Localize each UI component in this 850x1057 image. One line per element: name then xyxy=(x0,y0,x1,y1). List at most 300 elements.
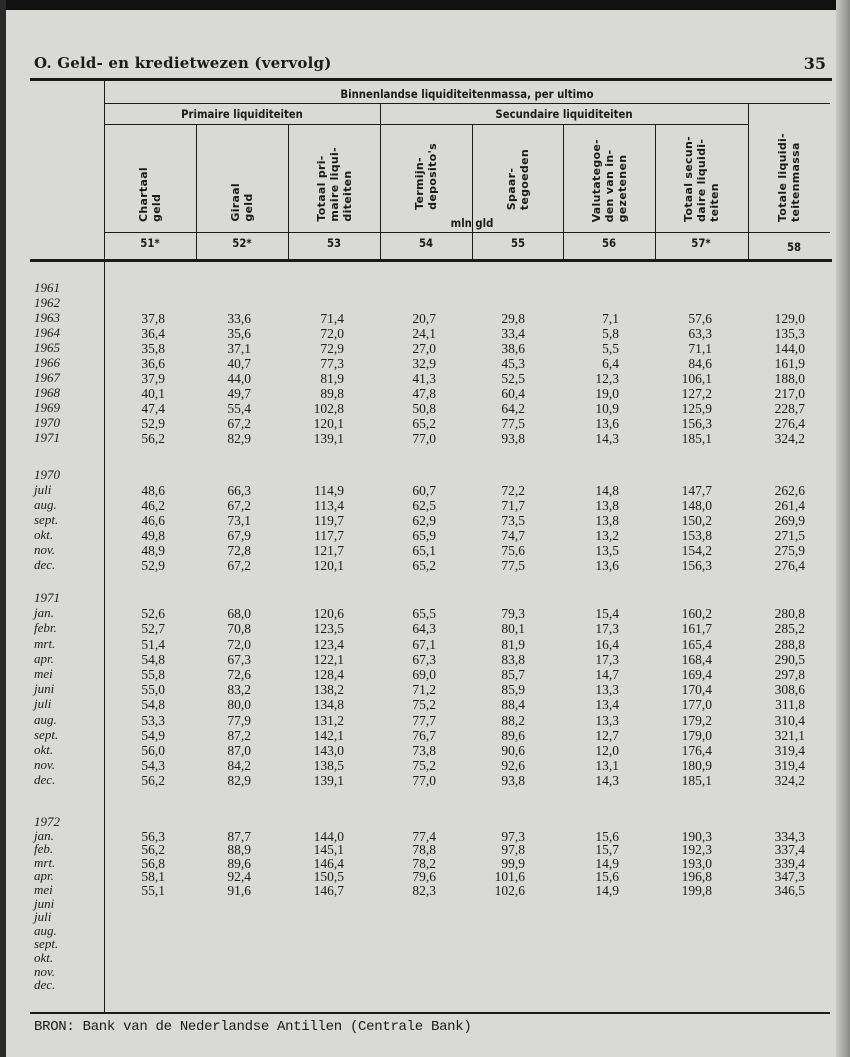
table-cell: 35,6 xyxy=(227,326,251,341)
column-number: 55 xyxy=(510,236,526,250)
table-cell: 120,1 xyxy=(313,416,344,431)
column-number: 51* xyxy=(140,236,160,250)
table-cell: 190,3 xyxy=(681,828,712,844)
table-cell: 123,5 xyxy=(313,621,344,637)
table-cell: 150,5 xyxy=(313,869,344,885)
table-cell: 148,0 xyxy=(681,498,712,513)
row-label: jan. xyxy=(34,605,54,621)
rule-under-super-header xyxy=(104,103,830,104)
column-header xyxy=(104,126,196,222)
table-cell: 156,3 xyxy=(681,416,712,431)
table-cell: 27,0 xyxy=(412,341,436,356)
table-cell: 146,7 xyxy=(313,883,344,898)
table-cell: 13,6 xyxy=(595,558,619,573)
table-cell: 196,8 xyxy=(681,869,712,885)
column-header-line: den van in- xyxy=(602,149,616,222)
table-cell: 97,8 xyxy=(501,842,525,858)
column-header-line: tegoeden xyxy=(517,148,531,210)
table-cell: 170,4 xyxy=(681,682,712,698)
table-cell: 261,4 xyxy=(774,498,805,513)
table-cell: 45,3 xyxy=(501,356,525,371)
row-label: 1965 xyxy=(34,340,60,355)
table-cell: 114,9 xyxy=(314,483,344,498)
table-cell: 120,6 xyxy=(313,606,344,622)
table-cell: 70,8 xyxy=(227,621,251,637)
table-cell: 71,7 xyxy=(501,498,525,513)
row-label: juni xyxy=(34,681,55,697)
table-cell: 84,6 xyxy=(688,356,712,371)
table-cell: 54,9 xyxy=(141,727,165,743)
table-cell: 74,7 xyxy=(501,528,525,543)
table-cell: 7,1 xyxy=(602,311,619,326)
table-cell: 89,6 xyxy=(501,727,525,743)
table-cell: 67,3 xyxy=(227,651,251,667)
table-cell: 168,4 xyxy=(681,651,712,667)
table-cell: 12,0 xyxy=(595,743,619,758)
table-cell: 311,8 xyxy=(775,697,805,713)
table-cell: 72,6 xyxy=(227,667,251,682)
row-label: 1966 xyxy=(34,355,60,370)
table-cell: 12,3 xyxy=(595,371,619,386)
table-cell: 119,7 xyxy=(314,513,344,528)
table-cell: 165,4 xyxy=(681,636,712,652)
table-cell: 56,2 xyxy=(141,773,165,789)
table-cell: 93,8 xyxy=(501,431,525,446)
table-cell: 276,4 xyxy=(774,558,805,573)
column-header-line: geld xyxy=(150,193,163,222)
table-cell: 49,8 xyxy=(141,528,165,543)
table-cell: 88,4 xyxy=(501,697,525,713)
scan-right-edge xyxy=(836,0,850,1057)
column-header xyxy=(288,126,380,222)
table-cell: 347,3 xyxy=(774,869,805,885)
table-cell: 47,8 xyxy=(412,386,436,401)
table-cell: 92,6 xyxy=(501,758,525,774)
rule-under-groups xyxy=(104,124,748,125)
column-header-line: diteiten xyxy=(340,170,354,222)
section-heading: 1970 xyxy=(34,467,60,482)
table-cell: 46,6 xyxy=(141,513,165,528)
table-cell: 78,2 xyxy=(412,855,436,871)
row-label: mei xyxy=(34,666,53,681)
column-header-line: Totaal pri- xyxy=(314,155,328,222)
table-cell: 319,4 xyxy=(774,743,805,758)
table-cell: 82,3 xyxy=(412,883,436,898)
column-header xyxy=(563,126,655,222)
table-cell: 121,7 xyxy=(313,543,344,558)
row-label: dec. xyxy=(34,772,56,788)
table-cell: 297,8 xyxy=(774,667,805,682)
table-cell: 81,9 xyxy=(320,371,344,386)
table-cell: 52,6 xyxy=(141,606,165,622)
table-cell: 179,0 xyxy=(681,727,712,743)
row-label: mrt. xyxy=(34,635,56,651)
table-cell: 91,6 xyxy=(227,883,251,898)
row-label: sept. xyxy=(34,512,59,527)
table-cell: 65,1 xyxy=(412,543,436,558)
table-cell: 54,3 xyxy=(141,758,165,774)
table-cell: 15,7 xyxy=(595,842,619,858)
table-cell: 14,3 xyxy=(595,431,619,446)
column-number: 58 xyxy=(786,240,802,254)
table-cell: 88,2 xyxy=(501,712,525,728)
table-cell: 13,8 xyxy=(595,513,619,528)
table-cell: 48,6 xyxy=(141,483,165,498)
table-cell: 13,2 xyxy=(595,528,619,543)
table-cell: 46,2 xyxy=(141,498,165,513)
table-cell: 275,9 xyxy=(774,543,805,558)
table-cell: 54,8 xyxy=(141,697,165,713)
table-cell: 138,2 xyxy=(313,682,344,698)
row-label: aug. xyxy=(34,711,57,727)
table-cell: 37,8 xyxy=(141,311,165,326)
table-cell: 310,4 xyxy=(774,712,805,728)
table-cell: 80,0 xyxy=(227,697,251,713)
table-cell: 80,1 xyxy=(501,621,525,637)
table-cell: 113,4 xyxy=(314,498,344,513)
table-cell: 269,9 xyxy=(774,513,805,528)
table-cell: 193,0 xyxy=(681,855,712,871)
column-header-text xyxy=(315,147,354,222)
table-cell: 56,2 xyxy=(141,842,165,858)
table-cell: 271,5 xyxy=(774,528,805,543)
table-cell: 73,5 xyxy=(501,513,525,528)
column-header-line: gezetenen xyxy=(615,154,629,222)
row-label: 1964 xyxy=(34,325,60,340)
group-header-secondary: Secundaire liquiditeiten xyxy=(495,107,633,121)
table-cell: 63,3 xyxy=(688,326,712,341)
column-header xyxy=(380,126,472,210)
table-cell: 5,8 xyxy=(602,326,619,341)
row-label: okt. xyxy=(34,950,54,965)
table-cell: 75,6 xyxy=(501,543,525,558)
table-cell: 102,8 xyxy=(313,401,344,416)
table-cell: 77,0 xyxy=(412,773,436,789)
table-cell: 139,1 xyxy=(313,431,344,446)
table-cell: 65,5 xyxy=(412,606,436,622)
table-cell: 83,2 xyxy=(227,682,251,698)
table-cell: 228,7 xyxy=(774,401,805,416)
table-cell: 60,4 xyxy=(501,386,525,401)
table-cell: 153,8 xyxy=(681,528,712,543)
table-cell: 92,4 xyxy=(227,869,251,885)
table-cell: 143,0 xyxy=(313,743,344,758)
table-cell: 144,0 xyxy=(313,828,344,844)
table-cell: 97,3 xyxy=(501,828,525,844)
table-cell: 87,7 xyxy=(227,828,251,844)
table-cell: 290,5 xyxy=(774,651,805,667)
table-cell: 77,7 xyxy=(412,712,436,728)
table-cell: 324,2 xyxy=(774,773,805,789)
table-cell: 134,8 xyxy=(313,697,344,713)
table-cell: 77,9 xyxy=(227,712,251,728)
table-cell: 65,9 xyxy=(412,528,436,543)
table-cell: 77,5 xyxy=(501,558,525,573)
table-cell: 15,6 xyxy=(595,869,619,885)
table-cell: 67,2 xyxy=(227,416,251,431)
table-cell: 52,7 xyxy=(141,621,165,637)
table-cell: 87,0 xyxy=(227,743,251,758)
table-cell: 24,1 xyxy=(412,326,436,341)
table-cell: 319,4 xyxy=(774,758,805,774)
table-cell: 72,9 xyxy=(320,341,344,356)
table-cell: 56,2 xyxy=(141,431,165,446)
table-cell: 308,6 xyxy=(774,682,805,698)
table-cell: 337,4 xyxy=(774,842,805,858)
table-cell: 44,0 xyxy=(227,371,251,386)
table-cell: 90,6 xyxy=(501,743,525,758)
table-cell: 262,6 xyxy=(774,483,805,498)
table-cell: 14,3 xyxy=(595,773,619,789)
table-cell: 53,3 xyxy=(141,712,165,728)
table-cell: 156,3 xyxy=(681,558,712,573)
table-cell: 177,0 xyxy=(681,697,712,713)
unit-label: mln gld xyxy=(450,216,494,230)
table-cell: 67,2 xyxy=(227,558,251,573)
row-label: dec. xyxy=(34,557,56,572)
column-header-line: teitenmassa xyxy=(789,142,802,222)
table-cell: 127,2 xyxy=(681,386,712,401)
table-cell: 185,1 xyxy=(681,773,712,789)
column-header-line: deposito's xyxy=(426,143,439,210)
table-cell: 142,1 xyxy=(313,727,344,743)
table-cell: 77,5 xyxy=(501,416,525,431)
table-cell: 64,3 xyxy=(412,621,436,637)
table-cell: 160,2 xyxy=(681,606,712,622)
table-cell: 131,2 xyxy=(313,712,344,728)
table-cell: 29,8 xyxy=(501,311,525,326)
table-cell: 33,6 xyxy=(227,311,251,326)
table-cell: 13,4 xyxy=(595,697,619,713)
table-cell: 161,7 xyxy=(681,621,712,637)
table-cell: 5,5 xyxy=(602,341,619,356)
table-cell: 13,5 xyxy=(595,543,619,558)
table-cell: 17,3 xyxy=(595,651,619,667)
row-label: nov. xyxy=(34,963,56,979)
table-cell: 38,6 xyxy=(501,341,525,356)
table-cell: 37,9 xyxy=(141,371,165,386)
table-cell: 71,4 xyxy=(320,311,344,326)
table-cell: 15,4 xyxy=(595,606,619,622)
table-cell: 72,0 xyxy=(320,326,344,341)
column-header xyxy=(472,126,563,210)
super-header: Binnenlandse liquiditeitenmassa, per ultimo xyxy=(340,87,594,101)
row-label: juli xyxy=(34,909,52,925)
row-label: nov. xyxy=(34,757,56,773)
table-cell: 128,4 xyxy=(313,667,344,682)
column-header xyxy=(748,126,830,222)
row-label: 1963 xyxy=(34,310,60,325)
column-header-line: Totaal secun- xyxy=(682,136,695,222)
column-header-text xyxy=(590,139,629,222)
table-cell: 14,7 xyxy=(595,667,619,682)
table-cell: 12,7 xyxy=(595,727,619,743)
table-cell: 145,1 xyxy=(313,842,344,858)
table-cell: 56,0 xyxy=(141,743,165,758)
table-cell: 72,0 xyxy=(227,636,251,652)
table-cell: 73,1 xyxy=(227,513,251,528)
row-label: 1962 xyxy=(34,295,60,310)
table-cell: 13,6 xyxy=(595,416,619,431)
table-cell: 106,1 xyxy=(681,371,712,386)
table-cell: 64,2 xyxy=(501,401,525,416)
table-cell: 334,3 xyxy=(774,828,805,844)
table-cell: 67,9 xyxy=(227,528,251,543)
page-number: 35 xyxy=(803,54,826,73)
section-heading: 1972 xyxy=(34,814,60,829)
table-cell: 13,3 xyxy=(595,682,619,698)
table-cell: 40,1 xyxy=(141,386,165,401)
table-cell: 99,9 xyxy=(501,855,525,871)
table-cell: 72,8 xyxy=(227,543,251,558)
table-cell: 85,7 xyxy=(501,667,525,682)
row-label: 1969 xyxy=(34,400,60,415)
section-title: O. Geld- en kredietwezen (vervolg) xyxy=(34,54,332,72)
row-label: 1968 xyxy=(34,385,60,400)
column-header-text xyxy=(137,167,163,222)
table-cell: 180,9 xyxy=(681,758,712,774)
table-cell: 67,3 xyxy=(412,651,436,667)
row-label: 1967 xyxy=(34,370,60,385)
table-cell: 125,9 xyxy=(681,401,712,416)
row-label: 1961 xyxy=(34,280,60,295)
table-cell: 150,2 xyxy=(681,513,712,528)
table-cell: 67,2 xyxy=(227,498,251,513)
section-heading: 1971 xyxy=(34,590,60,605)
table-cell: 83,8 xyxy=(501,651,525,667)
table-cell: 54,8 xyxy=(141,651,165,667)
table-cell: 55,1 xyxy=(141,883,165,898)
table-cell: 188,0 xyxy=(774,371,805,386)
row-label: mei xyxy=(34,882,53,897)
table-cell: 67,1 xyxy=(412,636,436,652)
table-cell: 217,0 xyxy=(774,386,805,401)
table-cell: 199,8 xyxy=(681,883,712,898)
table-cell: 75,2 xyxy=(412,697,436,713)
column-header-line: Chartaal xyxy=(137,166,150,222)
column-header-text xyxy=(229,183,255,222)
table-cell: 55,8 xyxy=(141,667,165,682)
table-cell: 60,7 xyxy=(412,483,436,498)
row-label: apr. xyxy=(34,650,54,666)
table-cell: 6,4 xyxy=(602,356,619,371)
table-cell: 71,2 xyxy=(412,682,436,698)
table-cell: 68,0 xyxy=(227,606,251,622)
column-header-line: geld xyxy=(242,193,255,222)
table-cell: 129,0 xyxy=(774,311,805,326)
table-cell: 75,2 xyxy=(412,758,436,774)
row-label: nov. xyxy=(34,542,56,557)
table-cell: 55,0 xyxy=(141,682,165,698)
row-label: sept. xyxy=(34,726,59,742)
table-cell: 36,4 xyxy=(141,326,165,341)
column-header-line: Valutategoe- xyxy=(589,138,603,222)
table-cell: 47,4 xyxy=(141,401,165,416)
group-header-primary: Primaire liquiditeiten xyxy=(181,107,303,121)
column-header-line: Spaar- xyxy=(504,167,518,210)
row-label: sept. xyxy=(34,936,59,952)
table-cell: 179,2 xyxy=(681,712,712,728)
row-label: jan. xyxy=(34,827,54,843)
table-cell: 56,8 xyxy=(141,855,165,871)
table-cell: 81,9 xyxy=(501,636,525,652)
table-cell: 71,1 xyxy=(688,341,712,356)
row-label: okt. xyxy=(34,527,54,542)
bottom-rule xyxy=(30,1012,830,1014)
table-cell: 50,8 xyxy=(412,401,436,416)
table-cell: 77,4 xyxy=(412,828,436,844)
column-header-text xyxy=(682,136,721,222)
table-cell: 13,3 xyxy=(595,712,619,728)
table-cell: 147,7 xyxy=(681,483,712,498)
table-cell: 13,1 xyxy=(595,758,619,774)
table-cell: 85,9 xyxy=(501,682,525,698)
table-cell: 84,2 xyxy=(227,758,251,774)
table-cell: 37,1 xyxy=(227,341,251,356)
table-cell: 82,9 xyxy=(227,773,251,789)
column-header xyxy=(196,126,288,222)
table-cell: 35,8 xyxy=(141,341,165,356)
table-cell: 82,9 xyxy=(227,431,251,446)
table-cell: 339,4 xyxy=(774,855,805,871)
scan-top-edge xyxy=(0,0,850,10)
table-cell: 58,1 xyxy=(141,869,165,885)
table-cell: 154,2 xyxy=(681,543,712,558)
table-cell: 10,9 xyxy=(595,401,619,416)
table-cell: 192,3 xyxy=(681,842,712,858)
table-cell: 65,2 xyxy=(412,558,436,573)
table-cell: 120,1 xyxy=(313,558,344,573)
table-cell: 76,7 xyxy=(412,727,436,743)
column-header-line: maire liqui- xyxy=(327,147,341,222)
table-cell: 321,1 xyxy=(774,727,805,743)
table-cell: 40,7 xyxy=(227,356,251,371)
column-header-text xyxy=(505,149,531,210)
table-cell: 17,3 xyxy=(595,621,619,637)
table-cell: 93,8 xyxy=(501,773,525,789)
column-header-line: Termijn- xyxy=(413,157,426,210)
table-cell: 117,7 xyxy=(314,528,344,543)
table-cell: 88,9 xyxy=(227,842,251,858)
table-cell: 55,4 xyxy=(227,401,251,416)
table-cell: 73,8 xyxy=(412,743,436,758)
column-header-line: teiten xyxy=(708,183,721,222)
table-cell: 138,5 xyxy=(313,758,344,774)
table-cell: 69,0 xyxy=(412,667,436,682)
row-label: apr. xyxy=(34,868,54,884)
table-cell: 77,0 xyxy=(412,431,436,446)
row-label: okt. xyxy=(34,742,54,757)
column-header-line: Giraal xyxy=(229,183,242,222)
column-header-text xyxy=(413,143,439,210)
table-cell: 13,8 xyxy=(595,498,619,513)
table-cell: 32,9 xyxy=(412,356,436,371)
table-cell: 49,7 xyxy=(227,386,251,401)
table-cell: 16,4 xyxy=(595,636,619,652)
table-cell: 52,9 xyxy=(141,558,165,573)
row-label: aug. xyxy=(34,922,57,938)
column-number: 54 xyxy=(418,236,434,250)
table-cell: 161,9 xyxy=(774,356,805,371)
table-cell: 135,3 xyxy=(774,326,805,341)
table-cell: 101,6 xyxy=(494,869,525,885)
scan-left-edge xyxy=(0,0,6,1057)
table-cell: 280,8 xyxy=(774,606,805,622)
row-label: aug. xyxy=(34,497,57,512)
table-cell: 185,1 xyxy=(681,431,712,446)
table-cell: 346,5 xyxy=(774,883,805,898)
table-cell: 14,8 xyxy=(595,483,619,498)
